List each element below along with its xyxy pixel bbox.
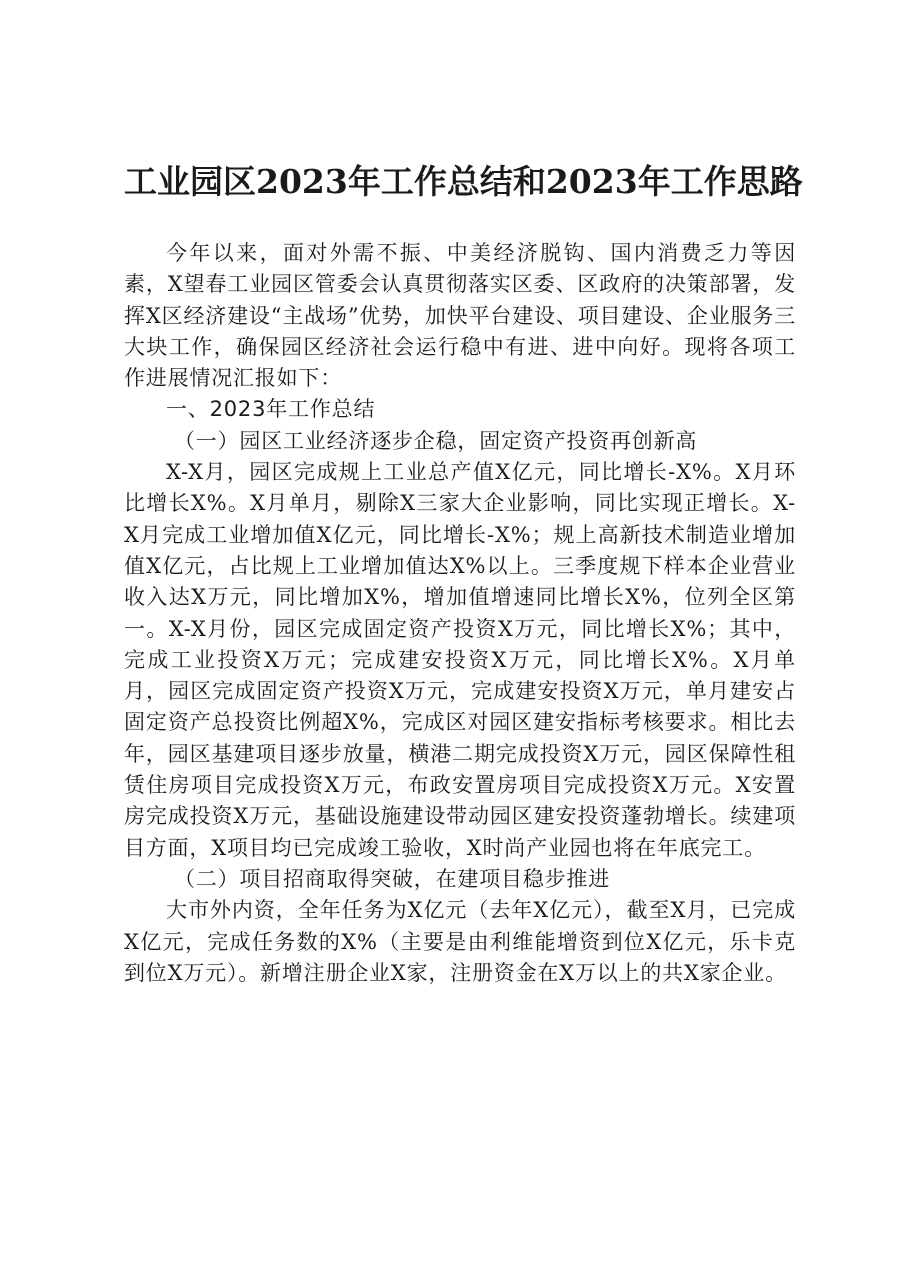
document-title: 工业园区2023年工作总结和2023年工作思路 [124, 162, 803, 201]
investment-projects-paragraph: 大市外内资，全年任务为X亿元（去年X亿元），截至X月，已完成X亿元，完成任务数的X%（主要是由利维能增资到位X亿元，乐卡克到位X万元）。新增注册企业X家，注册资金在X万以上的共X家企业。 [124, 898, 796, 985]
subsection-heading-investment-projects: （二）项目招商取得突破，在建项目稳步推进 [174, 866, 610, 891]
section-heading-summary: 一、2023年工作总结 [166, 397, 376, 422]
subsection-heading-industrial-economy: （一）园区工业经济逐步企稳，固定资产投资再创新高 [174, 428, 698, 453]
document-body [124, 238, 796, 989]
industrial-economy-paragraph: X-X月，园区完成规上工业总产值X亿元，同比增长-X%。X月环比增长X%。X月单月，剔除X三家大企业影响，同比实现正增长。X-X月完成工业增加值X亿元，同比增长-X%；规上高新技术制造业增加值X亿元，占比规上工业增加值达X%以上。三季度规下样本企业营业收入达X万元，同比增加X%，增加值增速同比增长X%，位列全区第一。X-X月份，园区完成固定资产投资X万元，同比增长X%；其中，完成工业投资X万元；完成建安投资X万元，同比增长X%。X月单月，园区完成固定资产投资X万元，完成建安投资X万元，单月建安占固定资产总投资比例超X%，完成区对园区建安指标考核要求。相比去年，园区基建项目逐步放量，横港二期完成投资X万元，园区保障性租赁住房项目完成投资X万元，布政安置房项目完成投资X万元。X安置房完成投资X万元，基础设施建设带动园区建安投资蓬勃增长。续建项目方面，X项目均已完成竣工验收，X时尚产业园也将在年底完工。 [124, 460, 796, 860]
intro-paragraph: 今年以来，面对外需不振、中美经济脱钩、国内消费乏力等因素，X望春工业园区管委会认真贯彻落实区委、区政府的决策部署，发挥X区经济建设“主战场”优势，加快平台建设、项目建设、企业服务三大块工作，确保园区经济社会运行稳中有进、进中向好。现将各项工作进展情况汇报如下： [124, 241, 796, 391]
